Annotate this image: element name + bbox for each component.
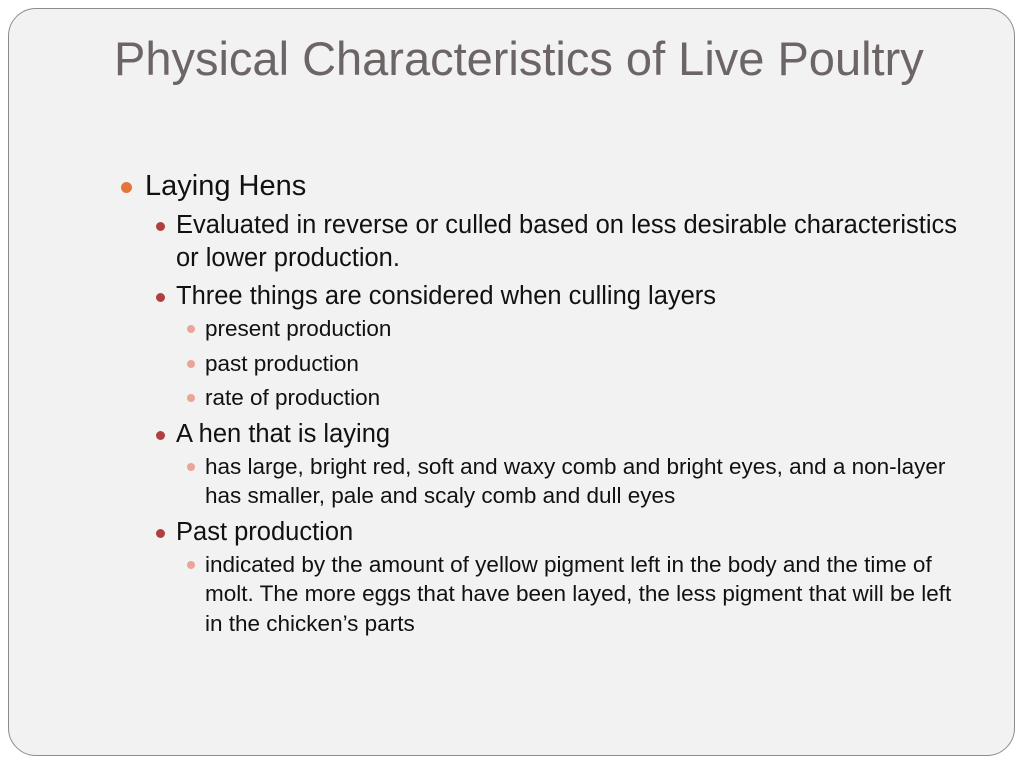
sub-sub-bullet-item: [176, 314, 971, 344]
sub-sub-bullet-item: [176, 383, 971, 413]
bullet-dot-icon: [187, 325, 195, 333]
sub-sub-bullet-text: past production: [205, 350, 359, 376]
bullet-dot-icon: [156, 431, 165, 440]
sub-sub-bullet-item: [176, 452, 971, 511]
sub-sub-bullet-item: [176, 550, 971, 639]
bullet-dot-icon: [156, 222, 165, 231]
bullet-dot-icon: [121, 182, 132, 193]
sub-sub-bullet-list: [176, 550, 971, 639]
sub-sub-bullet-list: [176, 452, 971, 511]
sub-sub-bullet-item: [176, 349, 971, 379]
bullet-dot-icon: [156, 529, 165, 538]
sub-sub-bullet-text: present production: [205, 316, 392, 341]
bullet-list: [111, 167, 971, 638]
sub-bullet-item-hen-laying: [145, 418, 971, 511]
sub-sub-bullet-list: [176, 314, 971, 413]
sub-bullet-item-three-things: [145, 280, 971, 413]
bullet-dot-icon: [187, 394, 195, 402]
bullet-dot-icon: [156, 293, 165, 302]
bullet-dot-icon: [187, 561, 195, 569]
sub-bullet-text: Evaluated in reverse or culled based on less desirable characteristics or lower production.: [176, 211, 957, 272]
bullet-dot-icon: [187, 360, 195, 368]
bullet-dot-icon: [187, 463, 195, 471]
sub-sub-bullet-text: has large, bright red, soft and waxy comb and bright eyes, and a non-layer has smaller, pale and scaly comb and dull eyes: [205, 453, 946, 508]
sub-bullet-item-past-production: [145, 516, 971, 639]
sub-sub-bullet-text: rate of production: [205, 385, 381, 410]
sub-bullet-text: A hen that is laying: [176, 419, 391, 448]
slide: [8, 8, 1015, 756]
sub-bullet-list: [145, 209, 971, 638]
slide-body: [111, 167, 971, 643]
sub-bullet-item-evaluated: [145, 209, 971, 275]
bullet-text: Laying Hens: [145, 170, 307, 202]
slide-title: Physical Characteristics of Live Poultry: [114, 32, 924, 85]
sub-bullet-text: Past production: [176, 517, 354, 546]
bullet-item-laying-hens: [111, 167, 971, 638]
sub-sub-bullet-text: indicated by the amount of yellow pigment left in the body and the time of molt. The more eggs that have been layed, the less pigment that will be left in the chicken’s parts: [205, 551, 952, 636]
sub-bullet-text: Three things are considered when culling layers: [176, 282, 717, 310]
